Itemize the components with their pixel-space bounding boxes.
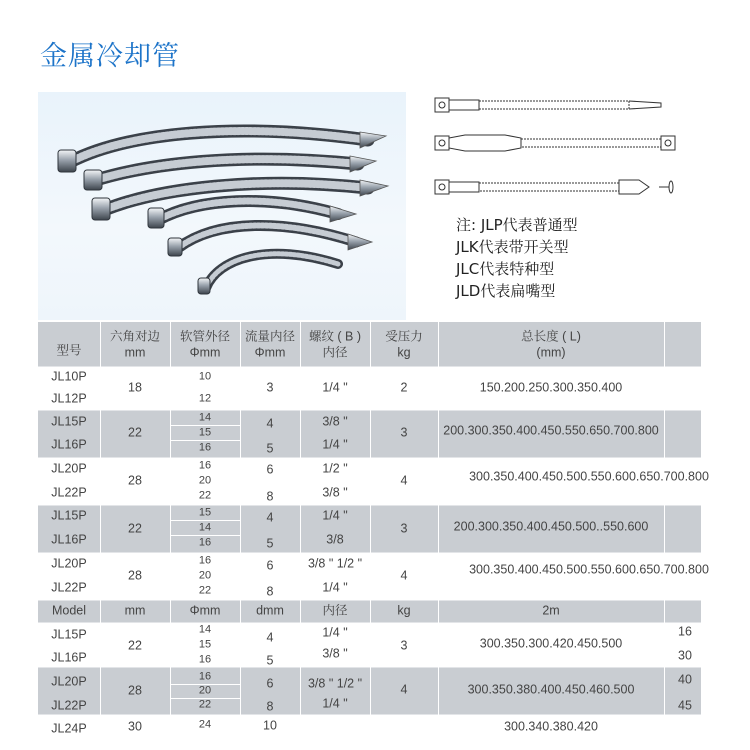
cell-flow: 6 (266, 676, 274, 691)
header-length: 总长度 ( L) (521, 329, 581, 344)
cell-od: 22 (198, 584, 212, 597)
cell-thread: 3/8 " (322, 485, 348, 500)
cell-flow: 4 (266, 630, 274, 645)
cell-flow: 5 (266, 653, 274, 668)
cell-model: JL24P (51, 721, 87, 736)
cell-thread: 3/8 " 1/2 " (307, 556, 363, 571)
cell-pressure: 4 (400, 682, 408, 697)
cell-od: 20 (198, 474, 212, 487)
cell-od: 16 (198, 441, 212, 454)
cell-flow: 5 (266, 441, 274, 456)
cell-od: 15 (198, 638, 212, 651)
cell-length: 200.300.350.400.450.550.650.700.800 (443, 423, 659, 438)
note-line: JLK代表带开关型 (456, 238, 569, 256)
cell-flow: 6 (266, 462, 274, 477)
header2-od: Φmm (189, 603, 221, 618)
cell-model: JL15P (51, 414, 87, 429)
cell-pressure: 3 (400, 638, 408, 653)
cell-model: JL15P (51, 508, 87, 523)
header2-length: 2m (542, 603, 560, 618)
header-pressure: 受压力 (385, 329, 423, 344)
page-title: 金属冷却管 (40, 41, 180, 72)
cell-od: 15 (198, 506, 212, 519)
cell-hex: 28 (128, 568, 142, 583)
cell-extra: 16 (678, 624, 692, 639)
note-line: 注: JLP代表普通型 (456, 216, 578, 234)
cell-od: 20 (198, 569, 212, 582)
cell-od: 16 (198, 536, 212, 549)
cell-length: 300.350.380.400.450.460.500 (467, 682, 635, 697)
cell-thread: 1/4 " (322, 696, 348, 711)
cell-hex: 28 (128, 473, 142, 488)
cell-flow: 8 (266, 489, 274, 504)
header-flow: 流量内径 (244, 329, 296, 344)
cell-hex: 22 (128, 425, 142, 440)
metal-hoses-image (38, 92, 406, 320)
cell-flow: 8 (266, 584, 274, 599)
cell-model: JL16P (51, 532, 87, 547)
cell-flow: 6 (266, 558, 274, 573)
header-thread: 螺纹 ( B ) (308, 329, 362, 344)
cell-pressure: 4 (400, 568, 408, 583)
cell-hex: 28 (128, 683, 142, 698)
header2-flow: dmm (256, 603, 284, 618)
header-length-unit: (mm) (536, 345, 566, 360)
cell-model: JL20P (51, 461, 87, 476)
cell-model: JL10P (51, 369, 87, 384)
cell-length: 200.300.350.400.450.500..550.600 (453, 519, 649, 534)
cell-od: 10 (198, 370, 212, 383)
note-line: JLD代表扁嘴型 (456, 282, 556, 300)
cell-hex: 22 (128, 521, 142, 536)
header-thread-unit: 内径 (322, 345, 348, 360)
cell-od: 22 (198, 698, 212, 711)
cell-thread: 1/4 " (322, 580, 348, 595)
cell-od: 16 (198, 653, 212, 666)
header-flow-unit: Φmm (254, 345, 286, 360)
cell-od: 14 (198, 411, 212, 424)
cell-flow: 3 (266, 380, 274, 395)
cell-flow: 10 (263, 718, 277, 733)
hose-drawing-image (425, 88, 705, 208)
cell-extra: 40 (678, 672, 692, 687)
cell-od: 16 (198, 459, 212, 472)
header2-model: Model (51, 603, 87, 618)
cell-pressure: 3 (400, 521, 408, 536)
cell-od: 16 (198, 554, 212, 567)
cell-length: 300.350.300.420.450.500 (479, 636, 623, 651)
cell-od: 14 (198, 623, 212, 636)
cell-model: JL20P (51, 674, 87, 689)
cell-model: JL16P (51, 650, 87, 665)
cell-flow: 5 (266, 536, 274, 551)
type-notes (456, 214, 578, 302)
cell-od: 20 (198, 684, 212, 697)
header-hex: 六角对边 (109, 329, 161, 344)
cell-extra: 45 (678, 698, 692, 713)
cell-model: JL22P (51, 580, 87, 595)
cell-thread: 1/4 " (322, 380, 348, 395)
cell-thread: 3/8 " (322, 646, 348, 661)
header2-pressure: kg (397, 603, 411, 618)
cell-pressure: 3 (400, 425, 408, 440)
spec-table (38, 322, 709, 742)
product-photo (38, 92, 406, 320)
cell-thread: 3/8 " (322, 414, 348, 429)
cell-pressure: 2 (400, 380, 408, 395)
cell-od: 24 (198, 718, 212, 731)
cell-thread: 1/2 " (322, 461, 348, 476)
cell-length: 300.350.400.450.500.550.600.650.700.800 (469, 562, 709, 577)
cell-thread: 1/4 " (322, 625, 348, 640)
cell-od: 14 (198, 521, 212, 534)
cell-thread: 3/8 " 1/2 " (307, 676, 363, 691)
cell-model: JL15P (51, 627, 87, 642)
header-hex-unit: mm (124, 345, 146, 360)
cell-thread: 1/4 " (322, 437, 348, 452)
header-model: 型号 (56, 343, 82, 358)
cell-length: 150.200.250.300.350.400 (479, 380, 623, 395)
header-pressure-unit: kg (397, 345, 411, 360)
cell-od: 16 (198, 670, 212, 683)
cell-thread: 1/4 " (322, 508, 348, 523)
cell-model: JL22P (51, 485, 87, 500)
cell-thread: 3/8 (326, 532, 344, 547)
cell-model: JL12P (51, 391, 87, 406)
cell-hex: 30 (128, 719, 142, 734)
cell-model: JL22P (51, 698, 87, 713)
cell-model: JL16P (51, 437, 87, 452)
cell-hex: 18 (128, 380, 142, 395)
cell-model: JL20P (51, 556, 87, 571)
cell-od: 15 (198, 426, 212, 439)
cell-extra: 30 (678, 648, 692, 663)
cell-flow: 8 (266, 699, 274, 714)
header2-thread: 内径 (322, 603, 348, 618)
cell-flow: 4 (266, 416, 274, 431)
cell-length: 300.340.380.420 (504, 719, 598, 734)
cell-od: 22 (198, 489, 212, 502)
technical-drawings (425, 88, 705, 208)
header2-hex: mm (124, 603, 146, 618)
note-line: JLC代表特种型 (456, 260, 555, 278)
cell-od: 12 (198, 392, 212, 405)
cell-pressure: 4 (400, 473, 408, 488)
cell-hex: 22 (128, 638, 142, 653)
header-od: 软管外径 (179, 329, 231, 344)
header-od-unit: Φmm (189, 345, 221, 360)
cell-length: 300.350.400.450.500.550.600.650.700.800 (469, 469, 709, 484)
cell-flow: 4 (266, 510, 274, 525)
